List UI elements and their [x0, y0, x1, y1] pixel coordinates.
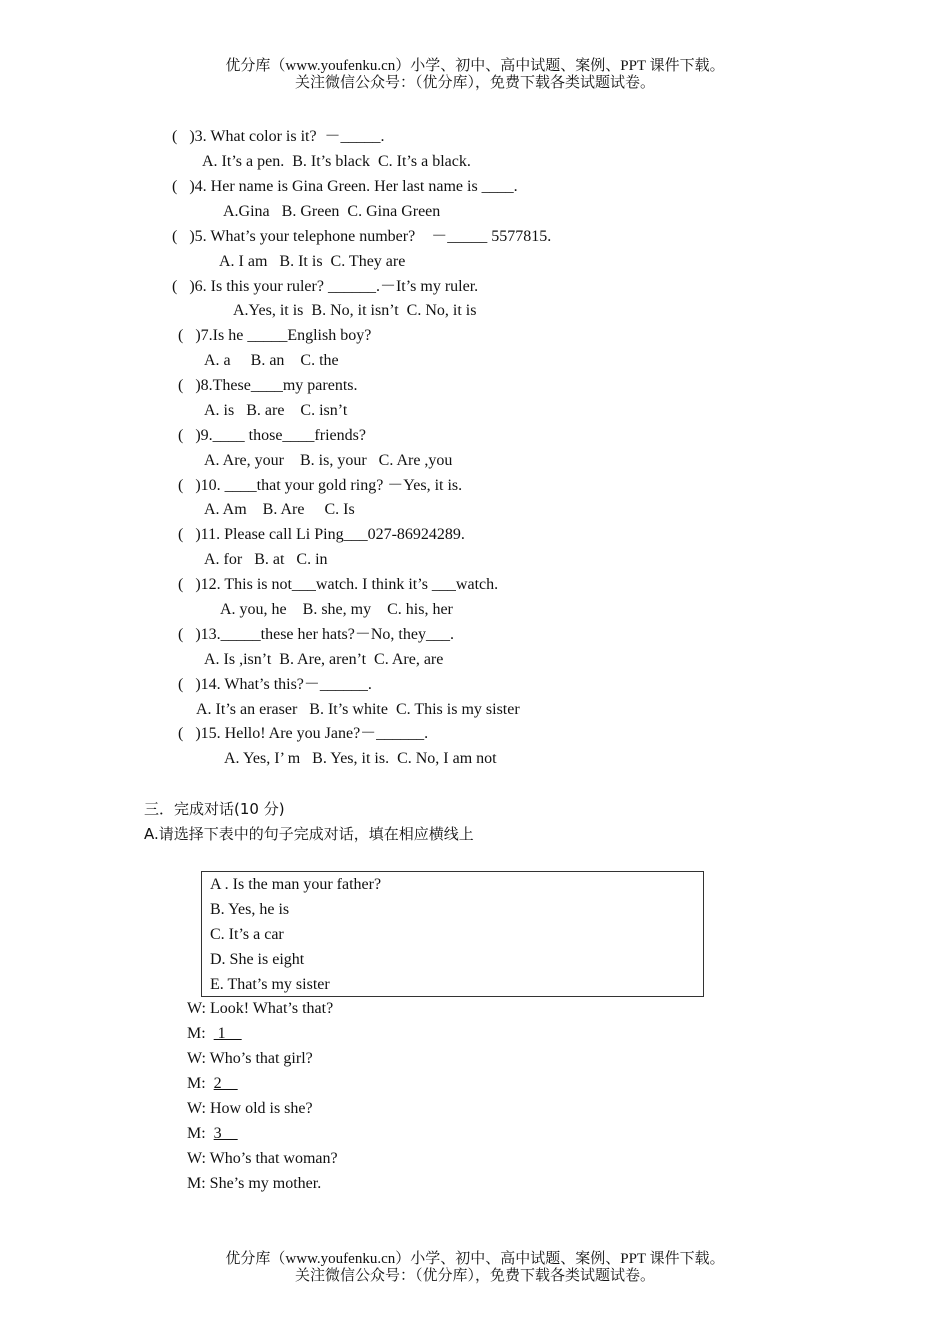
answer-blank-3: 3 [213, 1125, 238, 1142]
question-5-options: A. I am B. It is C. They are [219, 253, 406, 270]
question-6-options: A.Yes, it is B. No, it isn’t C. No, it is [233, 302, 477, 319]
question-13-options: A. Is ,isn’t B. Are, aren’t C. Are, are [204, 651, 444, 668]
option-d: D. She is eight [210, 951, 305, 968]
option-c: C. It’s a car [210, 926, 284, 943]
footer-line-1: 优分库（www.youfenku.cn）小学、初中、高中试题、案例、PPT 课件下载。 [225, 1251, 725, 1267]
sentence-options-box [201, 871, 704, 997]
question-6: ( )6. Is this your ruler? ______.－It’s my ruler. [172, 278, 479, 295]
question-3: ( )3. What color is it? －_____. [172, 128, 385, 145]
question-5: ( )5. What’s your telephone number? －_____ 5577815. [172, 228, 552, 245]
option-b: B. Yes, he is [210, 901, 290, 918]
dialogue-line: W: Who’s that girl? [187, 1050, 313, 1067]
question-12: ( )12. This is not___watch. I think it’s ___watch. [178, 576, 499, 593]
dialogue-line [187, 1024, 242, 1044]
header-line-2: 关注微信公众号：（优分库），免费下载各类试题试卷。 [294, 75, 655, 91]
question-10: ( )10. ____that your gold ring? －Yes, it is. [178, 477, 463, 494]
header-line-1: 优分库（www.youfenku.cn）小学、初中、高中试题、案例、PPT 课件下载。 [225, 58, 725, 74]
dialogue-line: W: How old is she? [187, 1100, 313, 1117]
dialogue-line [187, 1074, 238, 1094]
speaker-label: M: [187, 1075, 214, 1092]
question-7: ( )7.Is he _____English boy? [178, 327, 372, 344]
question-8-options: A. is B. are C. isn’t [204, 402, 348, 419]
question-14-options: A. It’s an eraser B. It’s white C. This is my sister [196, 701, 520, 718]
answer-blank-1: 1 [213, 1025, 242, 1042]
question-12-options: A. you, he B. she, my C. his, her [220, 601, 453, 618]
question-15-options: A. Yes, I’ m B. Yes, it is. C. No, I am not [224, 750, 497, 767]
question-11: ( )11. Please call Li Ping___027-86924289. [178, 526, 465, 543]
question-4: ( )4. Her name is Gina Green. Her last name is ____. [172, 178, 518, 195]
option-a: A . Is the man your father? [210, 876, 382, 893]
question-8: ( )8.These____my parents. [178, 377, 358, 394]
question-14: ( )14. What’s this?－______. [178, 676, 372, 693]
question-15: ( )15. Hello! Are you Jane?－______. [178, 725, 429, 742]
section-3-title: 三．完成对话(10 分) [144, 800, 285, 818]
question-11-options: A. for B. at C. in [204, 551, 328, 568]
question-3-options: A. It’s a pen. B. It’s black C. It’s a black. [202, 153, 471, 170]
option-e: E. That’s my sister [210, 976, 330, 993]
answer-blank-2: 2 [213, 1075, 238, 1092]
speaker-label: M: [187, 1025, 214, 1042]
question-10-options: A. Am B. Are C. Is [204, 501, 355, 518]
dialogue-line: W: Who’s that woman? [187, 1150, 338, 1167]
question-7-options: A. a B. an C. the [204, 352, 339, 369]
dialogue-line [187, 1124, 238, 1144]
footer-line-2: 关注微信公众号：（优分库），免费下载各类试题试卷。 [294, 1268, 655, 1284]
section-3-subtitle: A.请选择下表中的句子完成对话，填在相应横线上 [144, 825, 474, 843]
dialogue-line: W: Look! What’s that? [187, 1000, 334, 1017]
question-13: ( )13._____these her hats?－No, they___. [178, 626, 454, 643]
question-9: ( )9.____ those____friends? [178, 427, 366, 444]
dialogue-line: M: She’s my mother. [187, 1175, 322, 1192]
question-4-options: A.Gina B. Green C. Gina Green [223, 203, 441, 220]
question-9-options: A. Are, your B. is, your C. Are ,you [204, 452, 453, 469]
speaker-label: M: [187, 1125, 214, 1142]
